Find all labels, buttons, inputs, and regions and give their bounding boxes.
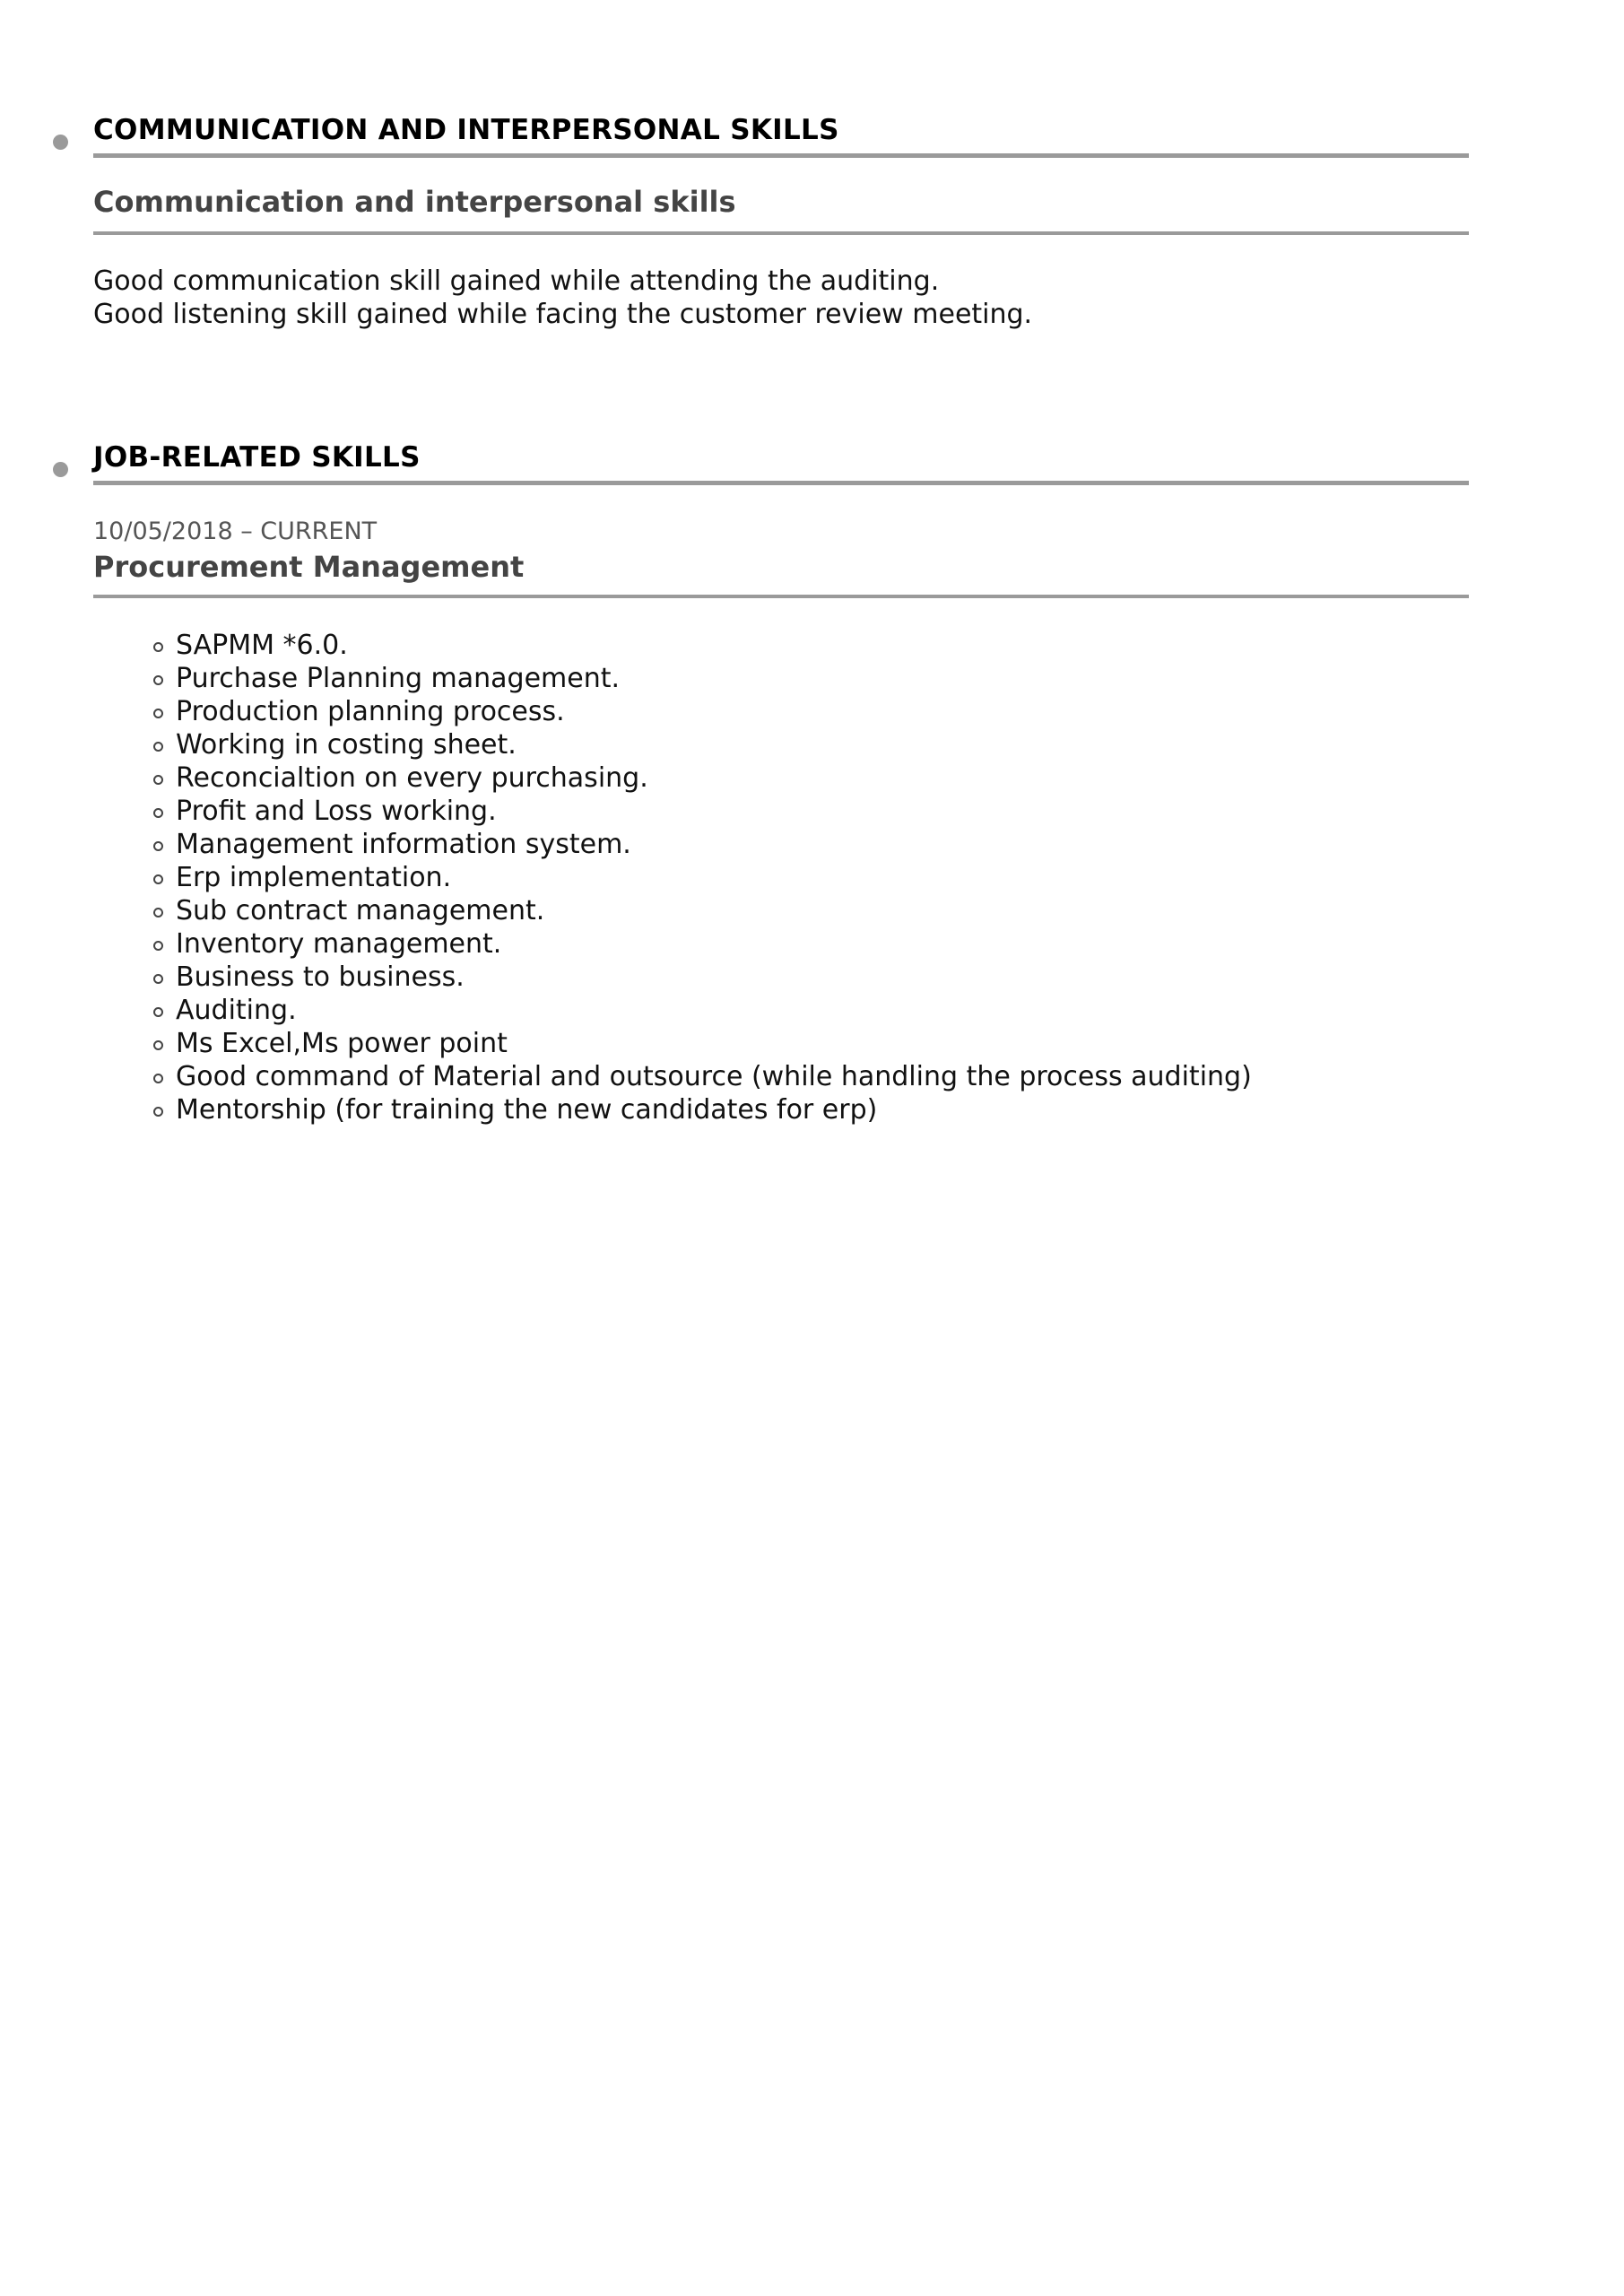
list-item-text: Purchase Planning management.	[176, 663, 621, 694]
circle-bullet-icon	[153, 974, 163, 984]
job-skills-section	[93, 439, 1469, 1126]
list-item-text: Good command of Material and outsource (while handling the process auditing)	[176, 1061, 1252, 1092]
list-item-text: Auditing.	[176, 995, 297, 1026]
entry-title: Procurement Management	[93, 550, 525, 584]
circle-bullet-icon	[153, 1074, 163, 1083]
skill-list	[93, 629, 1469, 1126]
job-skills-section-header	[93, 439, 1469, 485]
circle-bullet-icon	[153, 709, 163, 718]
list-item	[176, 728, 1469, 761]
communication-section	[93, 112, 1469, 331]
list-item	[176, 994, 1469, 1027]
list-item-text: Management information system.	[176, 829, 631, 860]
list-item-text: Reconcialtion on every purchasing.	[176, 762, 648, 794]
list-item-text: SAPMM *6.0.	[176, 630, 348, 661]
section-bullet-icon	[53, 462, 68, 477]
entry-text-line: Good listening skill gained while facing the customer review meeting.	[93, 299, 1033, 330]
circle-bullet-icon	[153, 1040, 163, 1050]
list-item-text: Ms Excel,Ms power point	[176, 1028, 508, 1059]
section-title: JOB-RELATED SKILLS	[93, 441, 421, 474]
list-item-text: Inventory management.	[176, 928, 502, 960]
circle-bullet-icon	[153, 675, 163, 685]
circle-bullet-icon	[153, 841, 163, 851]
circle-bullet-icon	[153, 941, 163, 951]
list-item	[176, 761, 1469, 795]
list-item-text: Mentorship (for training the new candidates for erp)	[176, 1094, 878, 1126]
communication-entry-body	[93, 265, 1469, 331]
entry-text-line: Good communication skill gained while attending the auditing.	[93, 265, 940, 297]
section-title: COMMUNICATION AND INTERPERSONAL SKILLS	[93, 114, 839, 146]
list-item	[176, 861, 1469, 894]
entry-date: 10/05/2018 – CURRENT	[93, 517, 378, 545]
circle-bullet-icon	[153, 808, 163, 818]
job-skills-entry-body	[93, 629, 1469, 1126]
list-item	[176, 629, 1469, 662]
circle-bullet-icon	[153, 642, 163, 652]
circle-bullet-icon	[153, 908, 163, 918]
communication-entry-header	[93, 183, 1469, 235]
circle-bullet-icon	[153, 1007, 163, 1017]
circle-bullet-icon	[153, 775, 163, 785]
list-item	[176, 961, 1469, 994]
list-item-text: Erp implementation.	[176, 862, 452, 893]
list-item	[176, 795, 1469, 828]
circle-bullet-icon	[153, 742, 163, 752]
job-skills-entry-header	[93, 515, 1469, 598]
list-item	[176, 927, 1469, 961]
list-item	[176, 695, 1469, 728]
section-bullet-icon	[53, 135, 68, 150]
communication-section-header	[93, 112, 1469, 158]
list-item	[176, 828, 1469, 861]
list-item-text: Sub contract management.	[176, 895, 545, 926]
list-item-text: Working in costing sheet.	[176, 729, 517, 761]
entry-title: Communication and interpersonal skills	[93, 185, 736, 219]
list-item	[176, 894, 1469, 927]
list-item-text: Production planning process.	[176, 696, 565, 727]
list-item	[176, 1093, 1469, 1126]
list-item	[176, 1060, 1469, 1093]
list-item-text: Profit and Loss working.	[176, 796, 497, 827]
circle-bullet-icon	[153, 874, 163, 884]
list-item-text: Business to business.	[176, 961, 465, 993]
list-item	[176, 662, 1469, 695]
circle-bullet-icon	[153, 1107, 163, 1117]
list-item	[176, 1027, 1469, 1060]
